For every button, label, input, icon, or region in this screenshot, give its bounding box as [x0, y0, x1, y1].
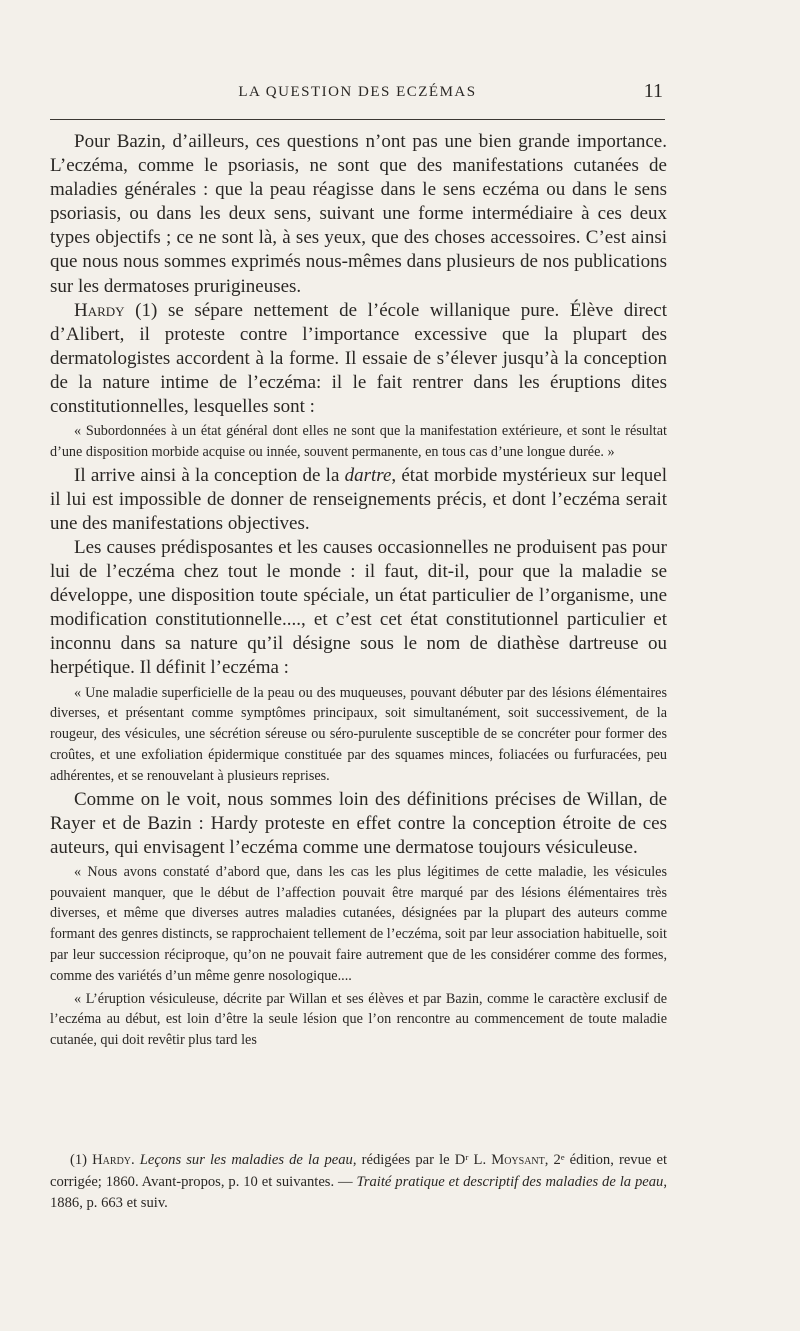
paragraph-hardy-text: (1) se sépare nettement de l’école willanique pure. Élève direct d’Alibert, il proteste contre l’importance excessive que la plupart des dermatologistes accordent à la forme. Il essaie de s’élever jusqu’à la conception de la nature intime de l’eczéma: il le fait rentrer dans les éruptions dites constitutionnelles, lesquelles sont :	[50, 299, 667, 418]
main-text	[50, 130, 667, 1052]
footnote-text-3: , 1886, p. 663 et suiv.	[50, 1173, 667, 1211]
footnote-title-lecons: Leçons sur les maladies de la peau	[139, 1152, 353, 1168]
paragraph-causes: Les causes prédisposantes et les causes occasionnelles ne produisent pas pour lui de l’eczéma chez tout le monde : il faut, dit-il, pour que la maladie se développe, une disposition toute spéciale, un état particulier de l’organisme, une modification constitutionnelle...., et c’est cet état constitutionnel particulier et inconnu dans sa nature qu’il désigne sous le nom de diathèse dartreuse ou herpétique. Il définit l’eczéma :	[50, 537, 667, 679]
paragraph-dartre-b: , état morbide mystérieux sur lequel il lui est impossible de donner de renseignements précis, et dont l’eczéma serait une des manifestations objectives.	[50, 464, 668, 534]
term-dartre: dartre	[344, 464, 392, 486]
paragraph-dartre-a: Il arrive ainsi à la conception de la	[74, 464, 345, 486]
footnote-title-traite: Traité pratique et descriptif des maladies de la peau	[356, 1173, 664, 1190]
page-number: 11	[643, 80, 663, 102]
footnote-text-1: , rédigées par le Dʳ L.	[352, 1152, 492, 1168]
paragraph-bazin: Pour Bazin, d’ailleurs, ces questions n’ont pas une bien grande importance. L’eczéma, comme le psoriasis, ne sont que des manifestations cutanées de maladies générales : que la peau réagisse dans le sens eczéma ou dans le sens psoriasis, ou dans les deux sens, suivant une forme intermédiaire à ces deux types objectifs ; ce ne sont là, à ses yeux, que des choses accessoires. C’est ainsi que nous nous sommes exprimés nous-mêmes dans plusieurs de nos publications sur les dermatoses prurigineuses.	[50, 131, 667, 297]
header-rule	[50, 119, 665, 120]
page-header	[50, 80, 665, 108]
paragraph-dartre	[50, 464, 667, 536]
footnotes	[50, 1150, 667, 1215]
quote-definition: « Une maladie superficielle de la peau ou des muqueuses, pouvant débuter par des lésions élémentaires diverses, et présentant comme symptômes principaux, soit simultanément, soit successivement, de la rougeur, des vésicules, une sécrétion séreuse ou séro-purulente susceptible de se concréter pour former des croûtes, et une exfoliation épidermique constituée par des squames minces, foliacées ou furfuracées, peu adhérentes, et se renouvelant à plusieurs reprises.	[50, 684, 667, 784]
quote-eruption: « L’éruption vésiculeuse, décrite par Willan et ses élèves et par Bazin, comme le caractère exclusif de l’eczéma au début, est loin d’être la seule lésion que l’on rencontre au commencement de toute maladie cutanée, qui doit revêtir plus tard les	[50, 990, 667, 1049]
paragraph-definitions: Comme on le voit, nous sommes loin des définitions précises de Willan, de Rayer et de Bazin : Hardy proteste en effet contre la conception étroite de ces auteurs, qui envisagent l’eczéma comme une dermatose toujours vésiculeuse.	[50, 788, 667, 858]
footnote-sep: .	[131, 1152, 140, 1168]
quote-constitutional: « Subordonnées à un état général dont elles ne sont que la manifestation extérieure, et sont le résultat d’une disposition morbide acquise ou innée, souvent permanente, en tous cas d’une longue durée. »	[50, 423, 667, 460]
footnote-marker: (1)	[70, 1152, 93, 1168]
paragraph-hardy	[50, 299, 667, 419]
footnote-author-moysant: Moysant	[491, 1152, 545, 1168]
footnote-author: Hardy	[92, 1152, 132, 1168]
footnote-text-2: , 2ᵉ édition, revue et corrigée; 1860. Avant-propos, p. 10 et suivantes. —	[50, 1152, 668, 1190]
author-name-hardy: Hardy	[74, 299, 125, 321]
footnote-1	[50, 1150, 667, 1215]
quote-vesicles: « Nous avons constaté d’abord que, dans les cas les plus légitimes de cette maladie, les vésicules pouvaient manquer, que le début de l’affection pouvait être marqué par des lésions élémentaires très diverses, et même que diverses autres maladies cutanées, désignées par la plupart des auteurs comme formant des genres distincts, se rapprochaient tellement de l’eczéma, soit par leur association habituelle, soit par leur succession réciproque, qu’on ne pouvait faire autrement que de les considérer comme des formes, comme des variétés d’un même genre nosologique....	[50, 863, 667, 984]
running-title: LA QUESTION DES ECZÉMAS	[238, 84, 477, 100]
